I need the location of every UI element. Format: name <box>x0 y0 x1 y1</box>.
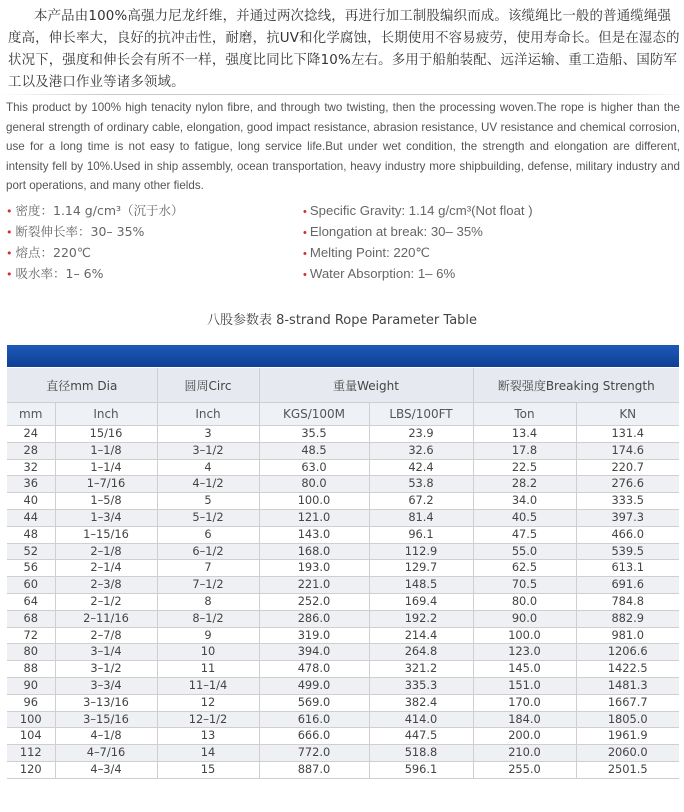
bullet-icon: • <box>303 248 307 260</box>
cell-kn: 1667.7 <box>576 694 679 711</box>
cell-lbs: 192.2 <box>369 610 473 627</box>
cell-lbs: 518.8 <box>369 745 473 762</box>
cell-mm: 24 <box>7 426 55 443</box>
unit-header-dia-inch: Inch <box>55 403 157 426</box>
cell-dia-inch: 1–3/4 <box>55 509 157 526</box>
table-row <box>7 627 679 644</box>
cell-dia-inch: 2–1/4 <box>55 560 157 577</box>
table-row <box>7 728 679 745</box>
cell-lbs: 148.5 <box>369 577 473 594</box>
table-row <box>7 661 679 678</box>
cell-mm: 52 <box>7 543 55 560</box>
table-row <box>7 426 679 443</box>
cell-ton: 151.0 <box>473 677 576 694</box>
spec-item <box>303 263 533 284</box>
cell-dia-inch: 1–15/16 <box>55 526 157 543</box>
table-row <box>7 442 679 459</box>
cell-kgs: 666.0 <box>259 728 369 745</box>
header-diameter: 直径mm Dia <box>7 368 157 403</box>
cell-circ-inch: 11 <box>157 661 259 678</box>
cell-kgs: 394.0 <box>259 644 369 661</box>
cell-mm: 48 <box>7 526 55 543</box>
cell-mm: 56 <box>7 560 55 577</box>
cell-ton: 13.4 <box>473 426 576 443</box>
header-weight: 重量Weight <box>259 368 473 403</box>
cell-lbs: 264.8 <box>369 644 473 661</box>
header-breaking-strength: 断裂强度Breaking Strength <box>473 368 679 403</box>
cell-lbs: 382.4 <box>369 694 473 711</box>
cell-ton: 200.0 <box>473 728 576 745</box>
cell-mm: 120 <box>7 761 55 778</box>
cell-mm: 40 <box>7 493 55 510</box>
unit-header-kgs: KGS/100M <box>259 403 369 426</box>
bullet-icon: • <box>303 227 307 239</box>
spec-item <box>6 242 184 263</box>
cell-dia-inch: 1–1/8 <box>55 442 157 459</box>
cell-kgs: 252.0 <box>259 593 369 610</box>
table-row <box>7 509 679 526</box>
cell-mm: 88 <box>7 661 55 678</box>
cell-mm: 32 <box>7 459 55 476</box>
table-row <box>7 761 679 778</box>
cell-kgs: 80.0 <box>259 476 369 493</box>
unit-header-circ-inch: Inch <box>157 403 259 426</box>
cell-circ-inch: 11–1/4 <box>157 677 259 694</box>
cell-circ-inch: 14 <box>157 745 259 762</box>
cell-dia-inch: 15/16 <box>55 426 157 443</box>
header-circumference: 圆周Circ <box>157 368 259 403</box>
table-row <box>7 560 679 577</box>
cell-dia-inch: 2–7/8 <box>55 627 157 644</box>
cell-circ-inch: 6–1/2 <box>157 543 259 560</box>
intro-chinese: 本产品由100%高强力尼龙纤维，并通过两次捻线，再进行加工制股编织而成。该缆绳比一般的普通缆绳强度高，伸长率大，良好的抗冲击性，耐磨，抗UV和化学腐蚀，长期使用不容易疲劳，使用寿命长。但是在湿态的状况下，强度和伸长会有所不一样，强度比同比下降10%左右。多用于船舶装配、远洋运输、重工造船、国防军工以及港口作业等诸多领域。 <box>8 9 680 90</box>
cell-circ-inch: 12–1/2 <box>157 711 259 728</box>
bullet-icon: • <box>6 226 13 239</box>
cell-dia-inch: 2–1/8 <box>55 543 157 560</box>
cell-circ-inch: 4 <box>157 459 259 476</box>
spec-item <box>6 221 184 242</box>
cell-mm: 100 <box>7 711 55 728</box>
cell-dia-inch: 4–3/4 <box>55 761 157 778</box>
unit-header-ton: Ton <box>473 403 576 426</box>
cell-circ-inch: 15 <box>157 761 259 778</box>
cell-kn: 613.1 <box>576 560 679 577</box>
table-row <box>7 459 679 476</box>
cell-ton: 62.5 <box>473 560 576 577</box>
cell-circ-inch: 3–1/2 <box>157 442 259 459</box>
cell-kgs: 478.0 <box>259 661 369 678</box>
cell-mm: 104 <box>7 728 55 745</box>
cell-kgs: 887.0 <box>259 761 369 778</box>
spec-item <box>303 242 533 263</box>
cell-mm: 72 <box>7 627 55 644</box>
cell-lbs: 32.6 <box>369 442 473 459</box>
cell-kn: 1481.3 <box>576 677 679 694</box>
table-row <box>7 493 679 510</box>
cell-mm: 44 <box>7 509 55 526</box>
cell-circ-inch: 10 <box>157 644 259 661</box>
cell-kn: 539.5 <box>576 543 679 560</box>
bullet-icon: • <box>6 247 13 260</box>
table-row <box>7 644 679 661</box>
table-row <box>7 694 679 711</box>
cell-kn: 1206.6 <box>576 644 679 661</box>
cell-dia-inch: 3–3/4 <box>55 677 157 694</box>
table-row <box>7 476 679 493</box>
section-divider <box>0 94 684 95</box>
cell-kgs: 48.5 <box>259 442 369 459</box>
cell-ton: 90.0 <box>473 610 576 627</box>
cell-kn: 174.6 <box>576 442 679 459</box>
cell-ton: 55.0 <box>473 543 576 560</box>
cell-kn: 1961.9 <box>576 728 679 745</box>
cell-kn: 784.8 <box>576 593 679 610</box>
cell-ton: 123.0 <box>473 644 576 661</box>
table-row <box>7 610 679 627</box>
cell-ton: 28.2 <box>473 476 576 493</box>
cell-kgs: 569.0 <box>259 694 369 711</box>
cell-kn: 981.0 <box>576 627 679 644</box>
cell-circ-inch: 5 <box>157 493 259 510</box>
cell-ton: 34.0 <box>473 493 576 510</box>
cell-kn: 397.3 <box>576 509 679 526</box>
cell-dia-inch: 1–5/8 <box>55 493 157 510</box>
cell-kgs: 35.5 <box>259 426 369 443</box>
cell-ton: 47.5 <box>473 526 576 543</box>
cell-ton: 184.0 <box>473 711 576 728</box>
cell-kgs: 616.0 <box>259 711 369 728</box>
spec-absorption-en: Water Absorption: 1– 6% <box>309 266 456 281</box>
cell-lbs: 214.4 <box>369 627 473 644</box>
cell-kn: 276.6 <box>576 476 679 493</box>
spec-item <box>6 200 184 221</box>
cell-lbs: 53.8 <box>369 476 473 493</box>
table-row <box>7 593 679 610</box>
cell-circ-inch: 4–1/2 <box>157 476 259 493</box>
cell-dia-inch: 2–11/16 <box>55 610 157 627</box>
cell-lbs: 67.2 <box>369 493 473 510</box>
cell-ton: 22.5 <box>473 459 576 476</box>
cell-dia-inch: 4–7/16 <box>55 745 157 762</box>
bullet-icon: • <box>303 206 307 218</box>
cell-kgs: 168.0 <box>259 543 369 560</box>
cell-kn: 691.6 <box>576 577 679 594</box>
cell-kn: 333.5 <box>576 493 679 510</box>
unit-header-mm: mm <box>7 403 55 426</box>
cell-kn: 2501.5 <box>576 761 679 778</box>
cell-mm: 80 <box>7 644 55 661</box>
cell-kgs: 499.0 <box>259 677 369 694</box>
cell-kgs: 772.0 <box>259 745 369 762</box>
cell-lbs: 169.4 <box>369 593 473 610</box>
cell-ton: 17.8 <box>473 442 576 459</box>
cell-kgs: 221.0 <box>259 577 369 594</box>
table-header-bar <box>7 345 679 367</box>
cell-dia-inch: 3–15/16 <box>55 711 157 728</box>
cell-kgs: 143.0 <box>259 526 369 543</box>
spec-melting-en: Melting Point: 220℃ <box>309 245 431 260</box>
spec-item <box>303 200 533 221</box>
table-unit-header-row <box>7 403 679 426</box>
bullet-icon: • <box>6 268 13 281</box>
bullet-icon: • <box>303 269 307 281</box>
cell-dia-inch: 3–1/4 <box>55 644 157 661</box>
parameter-table <box>7 368 679 779</box>
cell-circ-inch: 12 <box>157 694 259 711</box>
cell-lbs: 321.2 <box>369 661 473 678</box>
cell-lbs: 81.4 <box>369 509 473 526</box>
spec-melting-cn: 熔点：220℃ <box>15 245 91 260</box>
cell-lbs: 96.1 <box>369 526 473 543</box>
cell-mm: 36 <box>7 476 55 493</box>
table-row <box>7 745 679 762</box>
table-title: 八股参数表 8-strand Rope Parameter Table <box>206 313 478 328</box>
cell-lbs: 42.4 <box>369 459 473 476</box>
cell-mm: 60 <box>7 577 55 594</box>
unit-header-lbs: LBS/100FT <box>369 403 473 426</box>
cell-circ-inch: 7 <box>157 560 259 577</box>
intro-english: This product by 100% high tenacity nylon fibre, and through two twisting, then the processing woven.The rope is higher than the general strength of ordinary cable, elongation, good impact resistance, abrasion resistance, UV resistance and chemical corrosion, use for a long time is not easy to fatigue, long service life.But under wet condition, the strength and elongation are different, intensity fell by 10%.Used in ship assembly, ocean transportation, heavy industry more shipbuilding, defense, military industry and port operations, and many other fields. <box>6 101 680 193</box>
cell-ton: 210.0 <box>473 745 576 762</box>
table-row <box>7 577 679 594</box>
cell-kn: 882.9 <box>576 610 679 627</box>
bullet-icon: • <box>6 205 13 218</box>
table-row <box>7 711 679 728</box>
cell-dia-inch: 1–1/4 <box>55 459 157 476</box>
cell-lbs: 447.5 <box>369 728 473 745</box>
cell-dia-inch: 2–3/8 <box>55 577 157 594</box>
spec-elongation-en: Elongation at break: 30– 35% <box>309 224 483 239</box>
cell-ton: 70.5 <box>473 577 576 594</box>
cell-mm: 90 <box>7 677 55 694</box>
cell-circ-inch: 7–1/2 <box>157 577 259 594</box>
table-row <box>7 543 679 560</box>
spec-item <box>6 263 184 284</box>
cell-lbs: 414.0 <box>369 711 473 728</box>
cell-dia-inch: 2–1/2 <box>55 593 157 610</box>
table-group-header-row <box>7 368 679 403</box>
cell-ton: 145.0 <box>473 661 576 678</box>
cell-ton: 255.0 <box>473 761 576 778</box>
cell-mm: 68 <box>7 610 55 627</box>
cell-circ-inch: 13 <box>157 728 259 745</box>
cell-circ-inch: 8 <box>157 593 259 610</box>
cell-dia-inch: 3–13/16 <box>55 694 157 711</box>
cell-kn: 131.4 <box>576 426 679 443</box>
cell-circ-inch: 6 <box>157 526 259 543</box>
cell-kgs: 100.0 <box>259 493 369 510</box>
cell-ton: 40.5 <box>473 509 576 526</box>
cell-circ-inch: 5–1/2 <box>157 509 259 526</box>
cell-lbs: 112.9 <box>369 543 473 560</box>
cell-mm: 28 <box>7 442 55 459</box>
table-row <box>7 526 679 543</box>
cell-kgs: 193.0 <box>259 560 369 577</box>
cell-lbs: 23.9 <box>369 426 473 443</box>
cell-circ-inch: 9 <box>157 627 259 644</box>
cell-kn: 2060.0 <box>576 745 679 762</box>
cell-ton: 100.0 <box>473 627 576 644</box>
cell-circ-inch: 8–1/2 <box>157 610 259 627</box>
table-body <box>7 426 679 779</box>
cell-dia-inch: 4–1/8 <box>55 728 157 745</box>
cell-kgs: 121.0 <box>259 509 369 526</box>
cell-ton: 170.0 <box>473 694 576 711</box>
cell-dia-inch: 3–1/2 <box>55 661 157 678</box>
cell-kgs: 63.0 <box>259 459 369 476</box>
spec-density-cn: 密度：1.14 g/cm³（沉于水） <box>15 203 184 218</box>
cell-kn: 1805.0 <box>576 711 679 728</box>
cell-kn: 220.7 <box>576 459 679 476</box>
cell-kgs: 319.0 <box>259 627 369 644</box>
cell-mm: 96 <box>7 694 55 711</box>
cell-lbs: 129.7 <box>369 560 473 577</box>
cell-mm: 64 <box>7 593 55 610</box>
cell-lbs: 596.1 <box>369 761 473 778</box>
cell-circ-inch: 3 <box>157 426 259 443</box>
spec-absorption-cn: 吸水率：1– 6% <box>15 266 104 281</box>
cell-kn: 1422.5 <box>576 661 679 678</box>
unit-header-kn: KN <box>576 403 679 426</box>
cell-kn: 466.0 <box>576 526 679 543</box>
cell-ton: 80.0 <box>473 593 576 610</box>
table-row <box>7 677 679 694</box>
spec-list-english <box>303 200 533 284</box>
cell-kgs: 286.0 <box>259 610 369 627</box>
spec-density-en: Specific Gravity: 1.14 g/cm³(Not float ) <box>309 203 533 218</box>
cell-lbs: 335.3 <box>369 677 473 694</box>
spec-item <box>303 221 533 242</box>
cell-mm: 112 <box>7 745 55 762</box>
spec-elongation-cn: 断裂伸长率：30– 35% <box>15 224 145 239</box>
cell-dia-inch: 1–7/16 <box>55 476 157 493</box>
spec-list-chinese <box>6 200 184 284</box>
